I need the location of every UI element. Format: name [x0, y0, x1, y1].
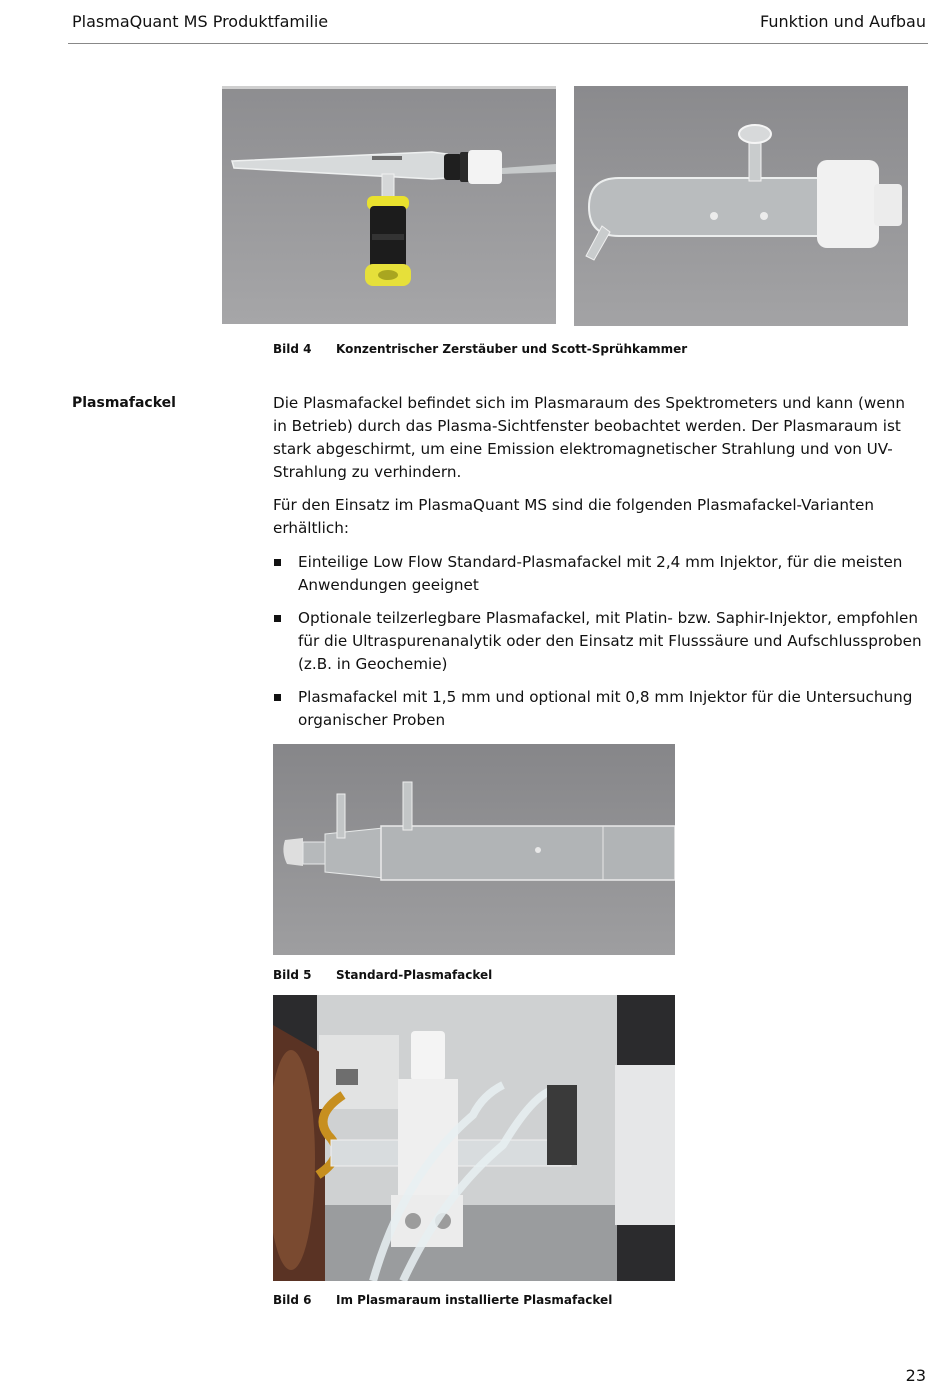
- figure-number-4: Bild 4: [273, 342, 312, 356]
- figure-caption-text-5: Standard-Plasmafackel: [336, 968, 493, 982]
- list-item: [273, 686, 923, 732]
- standard-torch-photo: [273, 744, 675, 955]
- list-item: [273, 607, 923, 676]
- paragraph-intro: Die Plasmafackel befindet sich im Plasmaraum des Spektrometers und kann (wenn in Betrieb) durch das Plasma-Sichtfenster beobachtet werden. Der Plasmaraum ist stark abgeschirmt, um eine Emission elektromagnetischer Strahlung und von UV-Strahlung zu verhindern.: [273, 394, 905, 481]
- figure-caption-text-6: Im Plasmaraum installierte Plasmafackel: [336, 1293, 613, 1307]
- bullet-square-icon: [274, 694, 281, 701]
- running-header-title: PlasmaQuant MS Produktfamilie: [72, 12, 329, 31]
- page-number: 23: [905, 1366, 926, 1385]
- figure-number-5: Bild 5: [273, 968, 312, 982]
- figure-number-6: Bild 6: [273, 1293, 312, 1307]
- figure-caption-4: [273, 342, 687, 356]
- section-label: Plasmafackel: [72, 395, 176, 411]
- list-item-text: Optionale teilzerlegbare Plasmafackel, mit Platin- bzw. Saphir-Injektor, empfohlen für die Ultraspurenanalytik oder den Einsatz mit Flusssäure und Aufschlussproben (z.B. in Geochemie): [298, 609, 922, 673]
- figure-caption-6: [273, 1293, 612, 1307]
- list-item-text: Einteilige Low Flow Standard-Plasmafackel mit 2,4 mm Injektor, für die meisten Anwendungen geeignet: [298, 553, 903, 594]
- list-item: [273, 551, 923, 597]
- bullet-square-icon: [274, 559, 281, 566]
- figure-caption-5: [273, 968, 492, 982]
- paragraph-variants: Für den Einsatz im PlasmaQuant MS sind die folgenden Plasmafackel-Varianten erhältlich:: [273, 496, 874, 537]
- list-item-text: Plasmafackel mit 1,5 mm und optional mit 0,8 mm Injektor für die Untersuchung organischer Proben: [298, 688, 913, 729]
- figure-caption-text-4: Konzentrischer Zerstäuber und Scott-Sprühkammer: [336, 342, 688, 356]
- installed-torch-photo: [273, 995, 675, 1281]
- torch-variant-list: [273, 551, 923, 742]
- nebulizer-photo: [222, 86, 556, 324]
- spray-chamber-photo: [574, 86, 908, 326]
- running-header-section: Funktion und Aufbau: [760, 12, 926, 31]
- bullet-square-icon: [274, 615, 281, 622]
- header-divider: [68, 43, 928, 44]
